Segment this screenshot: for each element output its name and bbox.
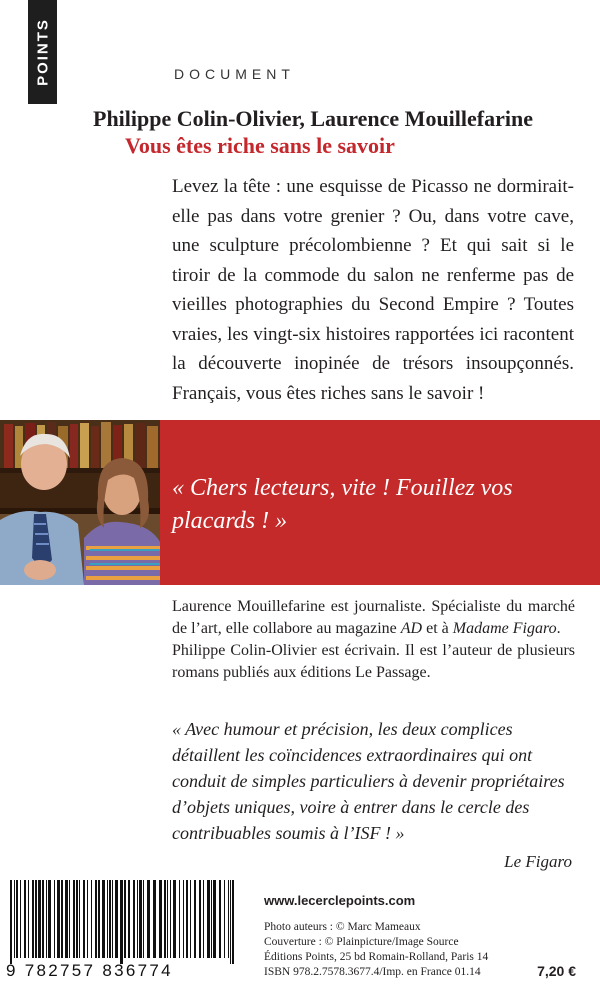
credits-block — [264, 920, 544, 980]
bio-text: . — [556, 620, 561, 637]
spine-label: POINTS — [34, 18, 51, 86]
authors-bio — [172, 596, 575, 684]
magazine-ad: AD — [400, 620, 423, 637]
back-cover-blurb: Levez la tête : une esquisse de Picasso ne dormirait-elle pas dans votre grenier ? Ou, dans votre cave, une sculpture précolombienne ? Et qui sait si le tiroir de la commode du salon ne renferme pas de vieilles photographies du Second Empire ? Toutes vraies, les vingt-six histoires rapportées ici racontent la découverte inopinée de trésors insoupçonnés. Français, vous êtes riches sans le savoir ! — [172, 176, 574, 404]
photo-credit: Photo auteurs : © Marc Mameaux — [264, 921, 421, 933]
bio-text: et à — [422, 620, 453, 637]
band-quote: « Chers lecteurs, vite ! Fouillez vos placards ! » — [172, 475, 513, 534]
magazine-madame-figaro: Madame Figaro — [452, 620, 557, 637]
collection-label: DOCUMENT — [174, 66, 295, 82]
book-authors: Philippe Colin-Olivier, Laurence Mouillefarine — [93, 106, 533, 131]
press-review: « Avec humour et précision, les deux complices détaillent les coïncidences extraordinaires qui ont conduit de simples particuliers à devenir propriétaires d’objets uniques, voire à entrer dans le cercle des contribuables soumis à l’ISF ! » — [172, 719, 565, 843]
publisher-address: Éditions Points, 25 bd Romain-Rolland, Paris 14 — [264, 951, 489, 963]
website-link[interactable]: www.lecerclepoints.com — [264, 893, 416, 908]
bio-colin-olivier: Philippe Colin-Olivier est écrivain. Il est l’auteur de plusieurs romans publiés aux éditions Le Passage. — [172, 642, 575, 681]
barcode-digits: 9 782757 836774 — [6, 961, 173, 980]
review-source: Le Figaro — [504, 852, 572, 871]
collection-spine-logo — [28, 0, 57, 104]
authors-photo — [0, 420, 160, 585]
cover-credit: Couverture : © Plainpicture/Image Source — [264, 936, 459, 948]
price: 7,20 € — [537, 963, 576, 979]
bio-text: Laurence Mouillefarine est journaliste. Spécialiste du marché de l’art, elle collabore au magazine — [172, 598, 575, 637]
bio-mouillefarine — [172, 596, 575, 640]
book-title: Vous êtes riche sans le savoir — [125, 133, 395, 158]
isbn-line: ISBN 978.2.7578.3677.4/Imp. en France 01.14 — [264, 966, 481, 978]
